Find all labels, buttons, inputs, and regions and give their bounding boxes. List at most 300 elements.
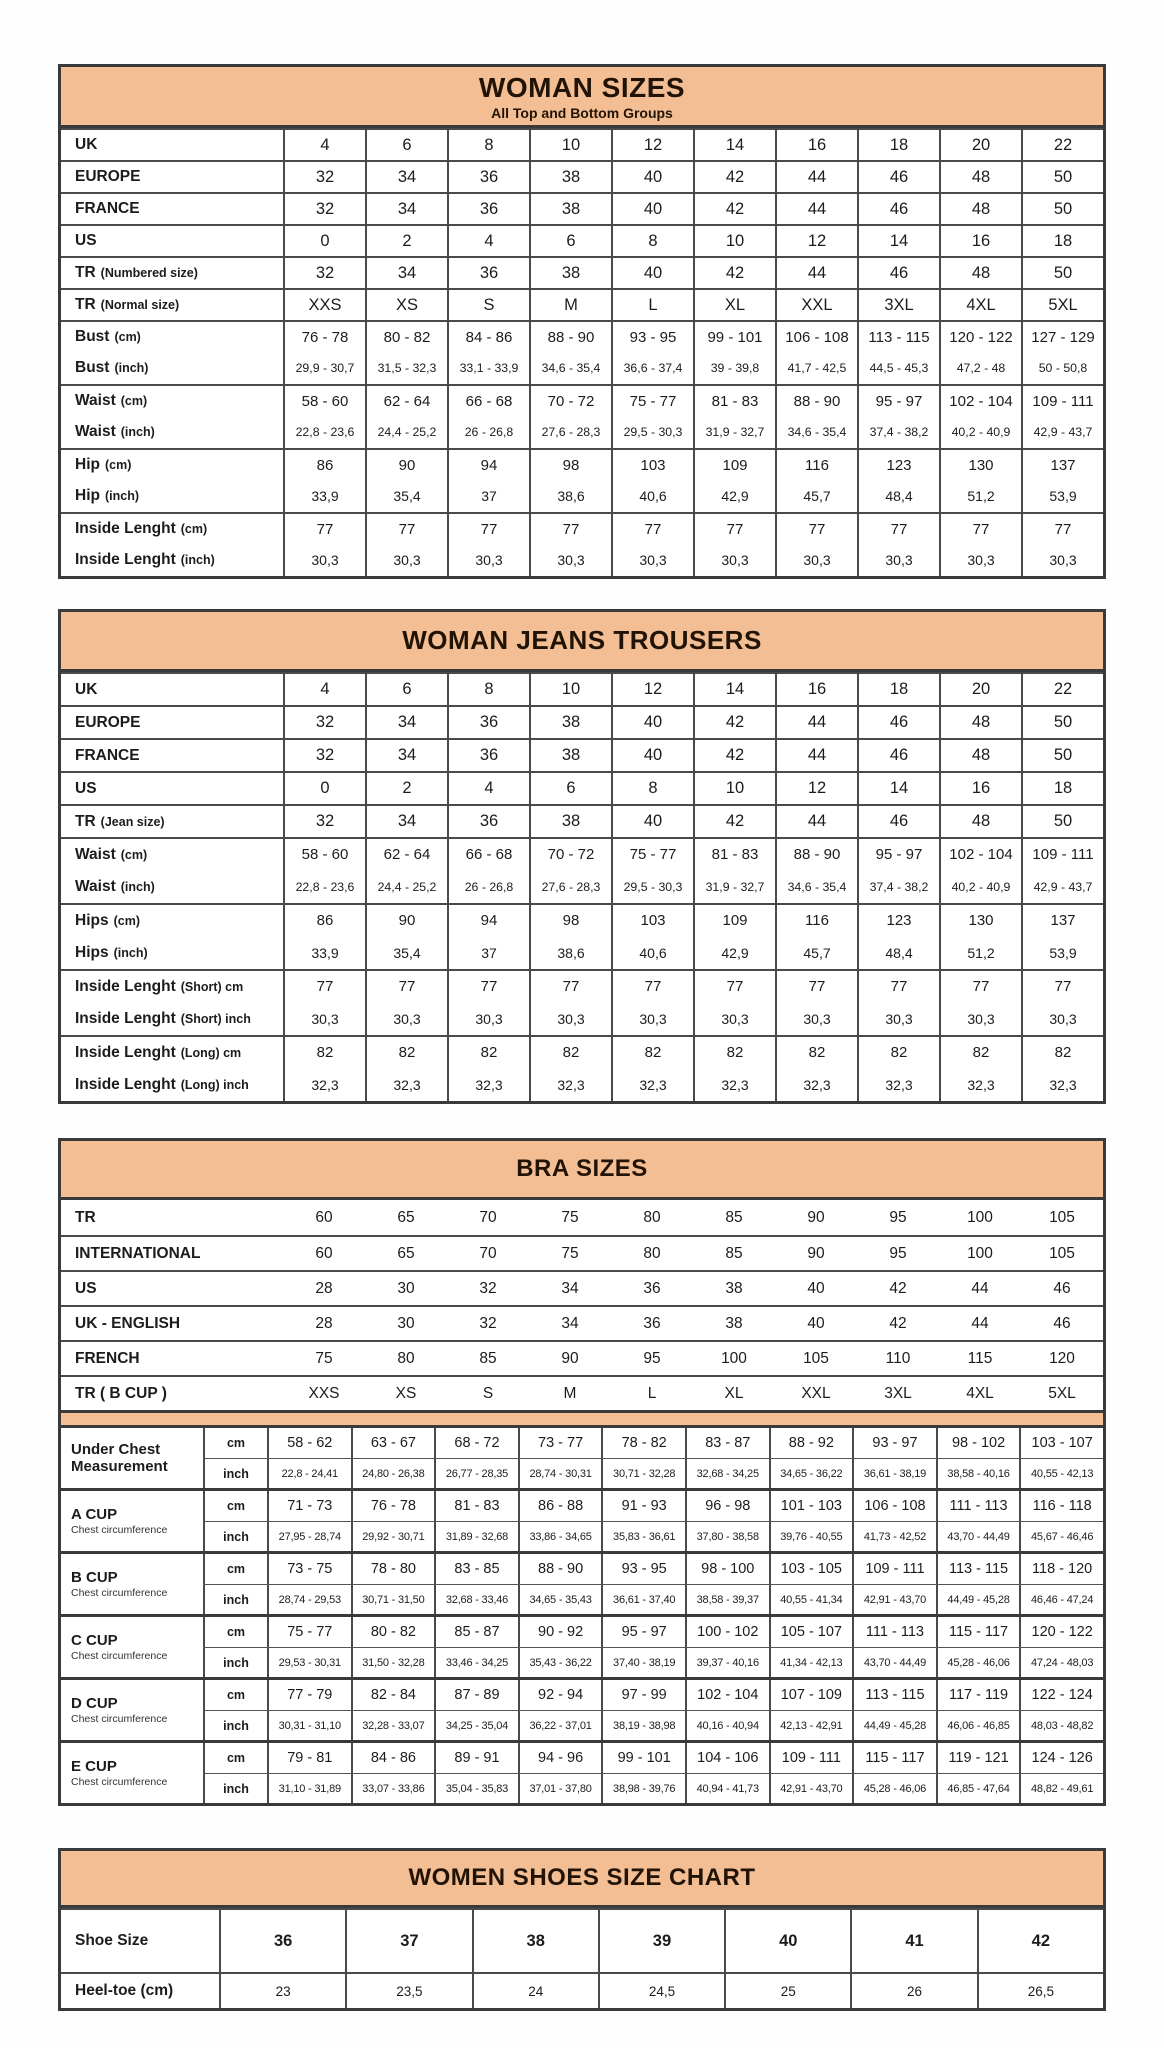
cell: 26 - 26,8 [447,870,529,903]
row-label-text: US [75,779,97,797]
cell: 76 - 78 [283,322,365,352]
group-row-cm [203,1428,1103,1458]
cell: 80 - 82 [351,1617,435,1647]
table-title: WOMAN SIZES [478,71,686,103]
row-label-note: (Long) cm [180,1045,242,1060]
cell: 42,9 - 43,7 [1021,416,1103,448]
group-label [61,1743,203,1803]
cell: 116 [775,450,857,480]
cell: 45,28 - 46,06 [852,1774,936,1803]
cell: 82 [857,1037,939,1068]
row-tr-b-cup [61,1375,1103,1410]
row-label-note: (Normal size) [100,298,180,312]
row-hip-cm [61,448,1103,480]
group-rows [203,1680,1103,1740]
unit-label-cm: cm [203,1680,267,1710]
cell: 24,4 - 25,2 [365,416,447,448]
cell: 66 - 68 [447,839,529,870]
cell: 38 [529,806,611,837]
row-label [61,971,283,1002]
cell: 113 - 115 [852,1680,936,1710]
cell: 39 [598,1910,724,1972]
orange-divider-strip [61,1410,1103,1425]
cell: 82 - 84 [351,1680,435,1710]
cell: 90 [561,1349,579,1367]
cell: 32,3 [857,1068,939,1101]
cell: 18 [1021,773,1103,804]
cell: 36,22 - 37,01 [518,1711,602,1740]
cell: 42 [693,806,775,837]
cell: 30,3 [365,544,447,576]
cell: 30,3 [365,1002,447,1035]
cell: 106 - 108 [775,322,857,352]
cell: 58 - 60 [283,839,365,870]
row-label [61,514,283,544]
row-label-text: Waist [75,877,116,895]
row-label [61,1910,219,1972]
cell: 44 [775,194,857,224]
cell: XS [365,290,447,320]
cell: 16 [775,130,857,160]
cell: 36,61 - 37,40 [601,1585,685,1614]
cell: 40,55 - 41,34 [769,1585,853,1614]
cell: 28 [315,1314,333,1332]
cell: 95 - 97 [857,839,939,870]
cell: 76 - 78 [351,1491,435,1521]
row-waist-inch [61,416,1103,448]
cell: 41 [850,1910,976,1972]
cell: 106 - 108 [852,1491,936,1521]
women-shoes-size-chart-section [58,1848,1106,2011]
row-label-text: Waist [75,845,116,863]
cell: 22,8 - 24,41 [267,1459,351,1488]
cell: 100 [721,1349,747,1367]
cell: 122 - 124 [1019,1680,1103,1710]
cell: 30 [397,1314,415,1332]
row-france [61,192,1103,224]
row-label-text: UK [75,680,98,698]
cell: 31,50 - 32,28 [351,1648,435,1677]
cell: XL [724,1384,744,1402]
cell: 58 - 62 [267,1428,351,1458]
cell: 22,8 - 23,6 [283,870,365,903]
cell: 123 [857,905,939,936]
cell: 88 - 90 [775,386,857,416]
cell: 2 [365,773,447,804]
cell: 37,40 - 38,19 [601,1648,685,1677]
cell: 48 [939,258,1021,288]
cell: 46 [1053,1314,1071,1332]
cell: 26,5 [977,1974,1103,2008]
cell: 4XL [939,290,1021,320]
cell: 4XL [966,1384,994,1402]
group-label-title: C CUP [71,1631,118,1649]
cell: 44 [971,1279,989,1297]
cell: 45,7 [775,936,857,969]
cell: 79 - 81 [267,1743,351,1773]
cell: 94 - 96 [518,1743,602,1773]
cell: 82 [693,1037,775,1068]
cell: 50 - 50,8 [1021,352,1103,384]
cell: 42 [693,707,775,738]
row-label [61,450,283,480]
cell: 48 [939,162,1021,192]
cell: 98 - 102 [936,1428,1020,1458]
cell: 98 [529,450,611,480]
cell: 36 [447,258,529,288]
cell: 107 - 109 [769,1680,853,1710]
group-row-inch [203,1647,1103,1677]
unit-label-cm: cm [203,1617,267,1647]
row-label-note: (Jean size) [100,814,165,829]
cell: 105 - 107 [769,1617,853,1647]
cell: 34 [561,1279,579,1297]
row-label [61,905,283,936]
unit-label-cm: cm [203,1743,267,1773]
cell: XXL [801,1384,831,1402]
cell: 30,3 [857,544,939,576]
row-label-note: (inch) [114,361,149,375]
row-label-text: Inside Lenght [75,1043,176,1061]
cell: 40,6 [611,480,693,512]
group-label [61,1491,203,1551]
cell: 48,4 [857,480,939,512]
row-us [61,224,1103,256]
cell: 32,68 - 33,46 [434,1585,518,1614]
woman-sizes-section [58,64,1106,579]
cell: 40,2 - 40,9 [939,870,1021,903]
cell: 32 [479,1314,497,1332]
cell: 10 [693,226,775,256]
cell: 34,25 - 35,04 [434,1711,518,1740]
cell: 46 [857,707,939,738]
cell: 0 [283,773,365,804]
cell: 26 [850,1974,976,2008]
group-label-sublabel: Chest circumference [71,1650,168,1663]
row-label-note: (Short) cm [180,979,244,994]
cell: 32 [283,258,365,288]
cell: 100 [967,1244,993,1262]
cell: 68 - 72 [434,1428,518,1458]
cell: 44,49 - 45,28 [936,1585,1020,1614]
row-label-text: INTERNATIONAL [75,1244,201,1262]
cell: 4 [283,674,365,705]
cell: 41,34 - 42,13 [769,1648,853,1677]
cell: 38 [725,1314,743,1332]
bra-conversion-section [61,1200,1103,1410]
cell: 105 [1049,1208,1075,1226]
cell: 32,3 [1021,1068,1103,1101]
cell: 36 [447,707,529,738]
cell: 38 [529,194,611,224]
cell: 88 - 90 [529,322,611,352]
row-label [61,194,283,224]
cell: 75 [561,1244,579,1262]
row-label-text: Inside Lenght [75,1075,176,1093]
cell: 94 [447,905,529,936]
cell: 130 [939,450,1021,480]
cell: 32,3 [611,1068,693,1101]
cell: 53,9 [1021,936,1103,969]
cell: 30,3 [939,1002,1021,1035]
cell: 8 [611,773,693,804]
cell: 8 [611,226,693,256]
cell: 14 [693,130,775,160]
cell: 88 - 90 [775,839,857,870]
cell: 40,6 [611,936,693,969]
cell: 115 - 117 [936,1617,1020,1647]
row-tr-numbered-size [61,256,1103,288]
cell: 30 [397,1279,415,1297]
group-row-inch [203,1521,1103,1551]
cell: 5XL [1048,1384,1076,1402]
cell: 29,92 - 30,71 [351,1522,435,1551]
cell: 42,91 - 43,70 [769,1774,853,1803]
cell: 77 - 79 [267,1680,351,1710]
cell: 77 [693,514,775,544]
cell: 30,3 [775,544,857,576]
unit-label-cm: cm [203,1554,267,1584]
row-label-text: Bust [75,359,110,376]
cell: 26,77 - 28,35 [434,1459,518,1488]
cell: 85 [725,1208,743,1226]
cell: 50 [1021,806,1103,837]
cell: 70 [479,1244,497,1262]
row-label-text: EUROPE [75,168,141,185]
table-subtitle: All Top and Bottom Groups [491,104,673,121]
row-label-text: EUROPE [75,713,141,731]
cell: 48 [939,806,1021,837]
group-label-sublabel: Chest circumference [71,1713,168,1726]
group-label [61,1680,203,1740]
cell: 83 - 87 [685,1428,769,1458]
row-label [61,1037,283,1068]
group-label-title: A CUP [71,1505,118,1523]
cell: 43,70 - 44,49 [936,1522,1020,1551]
cell: 48,82 - 49,61 [1019,1774,1103,1803]
row-inside-lenght-short-cm [61,969,1103,1002]
cell: 118 - 120 [1019,1554,1103,1584]
cell: 30,3 [1021,544,1103,576]
cell: 12 [611,674,693,705]
row-label [61,839,283,870]
group-row-cm [203,1680,1103,1710]
cell: 47,24 - 48,03 [1019,1648,1103,1677]
cell: 95 [643,1349,661,1367]
table-header [61,67,1103,128]
cell: 46 [857,806,939,837]
row-label-text: Inside Lenght [75,977,176,995]
cell: 109 - 111 [1021,839,1103,870]
cell: 82 [939,1037,1021,1068]
woman-jeans-trousers-table [58,609,1106,1104]
cell: 99 - 101 [693,322,775,352]
row-label [61,1342,283,1375]
row-label [61,1974,219,2008]
cell: 40 [611,806,693,837]
row-label [61,130,283,160]
cell: 115 [967,1349,993,1367]
cell: 38,6 [529,480,611,512]
cell: 40,94 - 41,73 [685,1774,769,1803]
cell: 91 - 93 [601,1491,685,1521]
cell: 42 [889,1314,907,1332]
cell: 32 [283,162,365,192]
cell: 27,95 - 28,74 [267,1522,351,1551]
row-label-text: TR ( B CUP ) [75,1384,167,1402]
row-hips-inch [61,936,1103,969]
cell: 98 [529,905,611,936]
cell: 120 [1049,1349,1075,1367]
cell: 77 [365,971,447,1002]
cell: 101 - 103 [769,1491,853,1521]
cell: 100 - 102 [685,1617,769,1647]
cell: 40,2 - 40,9 [939,416,1021,448]
cell: 30,3 [693,1002,775,1035]
cell: 130 [939,905,1021,936]
group-label-title: Under Chest Measurement [71,1440,168,1475]
cell: 32 [283,707,365,738]
cell: 50 [1021,258,1103,288]
cell: 42,91 - 43,70 [852,1585,936,1614]
row-waist-inch [61,870,1103,903]
row-label-text: Shoe Size [75,1932,149,1949]
cell: 113 - 115 [857,322,939,352]
cell: 0 [283,226,365,256]
cell: 117 - 119 [936,1680,1020,1710]
cell: 86 - 88 [518,1491,602,1521]
row-label-note: (Numbered size) [100,266,198,280]
cell: 40 [724,1910,850,1972]
cell: 109 - 111 [1021,386,1103,416]
cell: 33,9 [283,480,365,512]
cell: 77 [1021,514,1103,544]
cell: 29,5 - 30,3 [611,416,693,448]
cell: 120 - 122 [939,322,1021,352]
table-title: WOMEN SHOES SIZE CHART [408,1864,756,1891]
cell: 78 - 80 [351,1554,435,1584]
cell: 104 - 106 [685,1743,769,1773]
cell: 30,3 [775,1002,857,1035]
unit-label-inch: inch [203,1648,267,1677]
cell: 110 [885,1349,911,1367]
cell: XL [693,290,775,320]
cell: 75 [561,1208,579,1226]
cell: 95 [889,1208,907,1226]
row-label-text: UK - ENGLISH [75,1314,181,1332]
cell: 34 [365,162,447,192]
cell: 88 - 92 [769,1428,853,1458]
row-french [61,1340,1103,1375]
cell: 23 [219,1974,345,2008]
group-b-cup [61,1551,1103,1614]
group-c-cup [61,1614,1103,1677]
cell: 46 [857,740,939,771]
cell: 41,73 - 42,52 [852,1522,936,1551]
cell: 23,5 [345,1974,471,2008]
cell: 34 [365,258,447,288]
row-international [61,1235,1103,1270]
cell: 4 [447,226,529,256]
cell: 100 [967,1208,993,1226]
cell: 31,10 - 31,89 [267,1774,351,1803]
cell: 42 [693,740,775,771]
cell: 93 - 95 [611,322,693,352]
cell: 30,3 [283,1002,365,1035]
table-title: BRA SIZES [516,1155,648,1182]
cell: L [611,290,693,320]
row-inside-lenght-short-inch [61,1002,1103,1035]
cell: 4 [447,773,529,804]
row-france [61,738,1103,771]
cell: 29,5 - 30,3 [611,870,693,903]
group-rows [203,1617,1103,1677]
cell: 119 - 121 [936,1743,1020,1773]
cell: 18 [857,130,939,160]
row-label-note: (cm) [104,458,132,472]
cell: 36 [643,1279,661,1297]
row-label [61,544,283,576]
cell: 109 [693,450,775,480]
row-hips-cm [61,903,1103,936]
cell: 95 - 97 [857,386,939,416]
row-label [61,1200,283,1235]
cell: 109 [693,905,775,936]
row-label [61,1237,283,1270]
cell: 32,3 [693,1068,775,1101]
cell: 60 [315,1208,333,1226]
cell: 103 - 105 [769,1554,853,1584]
row-label [61,1272,283,1305]
cell: 48,03 - 48,82 [1019,1711,1103,1740]
cell: 32,68 - 34,25 [685,1459,769,1488]
row-label-note: (inch) [120,425,155,439]
cell: 92 - 94 [518,1680,602,1710]
cell: 44,49 - 45,28 [852,1711,936,1740]
cell: 123 [857,450,939,480]
cell: 39,37 - 40,16 [685,1648,769,1677]
cell: 40 [611,740,693,771]
cell: 81 - 83 [434,1491,518,1521]
cell: 48 [939,740,1021,771]
cell: 42,13 - 42,91 [769,1711,853,1740]
cell: 46,06 - 46,85 [936,1711,1020,1740]
row-label-text: TR [75,264,96,281]
cell: 30,3 [693,544,775,576]
cell: 75 - 77 [267,1617,351,1647]
cell: 33,1 - 33,9 [447,352,529,384]
cell: 63 - 67 [351,1428,435,1458]
cell: 88 - 90 [518,1554,602,1584]
cell: L [647,1384,657,1402]
unit-label-inch: inch [203,1522,267,1551]
cell: 77 [775,514,857,544]
unit-label-cm: cm [203,1428,267,1458]
cell: 44,5 - 45,3 [857,352,939,384]
row-label-note: (cm) [113,913,140,928]
cell: 35,4 [365,480,447,512]
row-label [61,480,283,512]
cell: 50 [1021,194,1103,224]
table-header [61,612,1103,672]
cell: 29,53 - 30,31 [267,1648,351,1677]
cell: 36,61 - 38,19 [852,1459,936,1488]
cell: 37,4 - 38,2 [857,416,939,448]
cell: 70 - 72 [529,839,611,870]
cell: 40 [611,707,693,738]
group-a-cup [61,1488,1103,1551]
cell: 66 - 68 [447,386,529,416]
